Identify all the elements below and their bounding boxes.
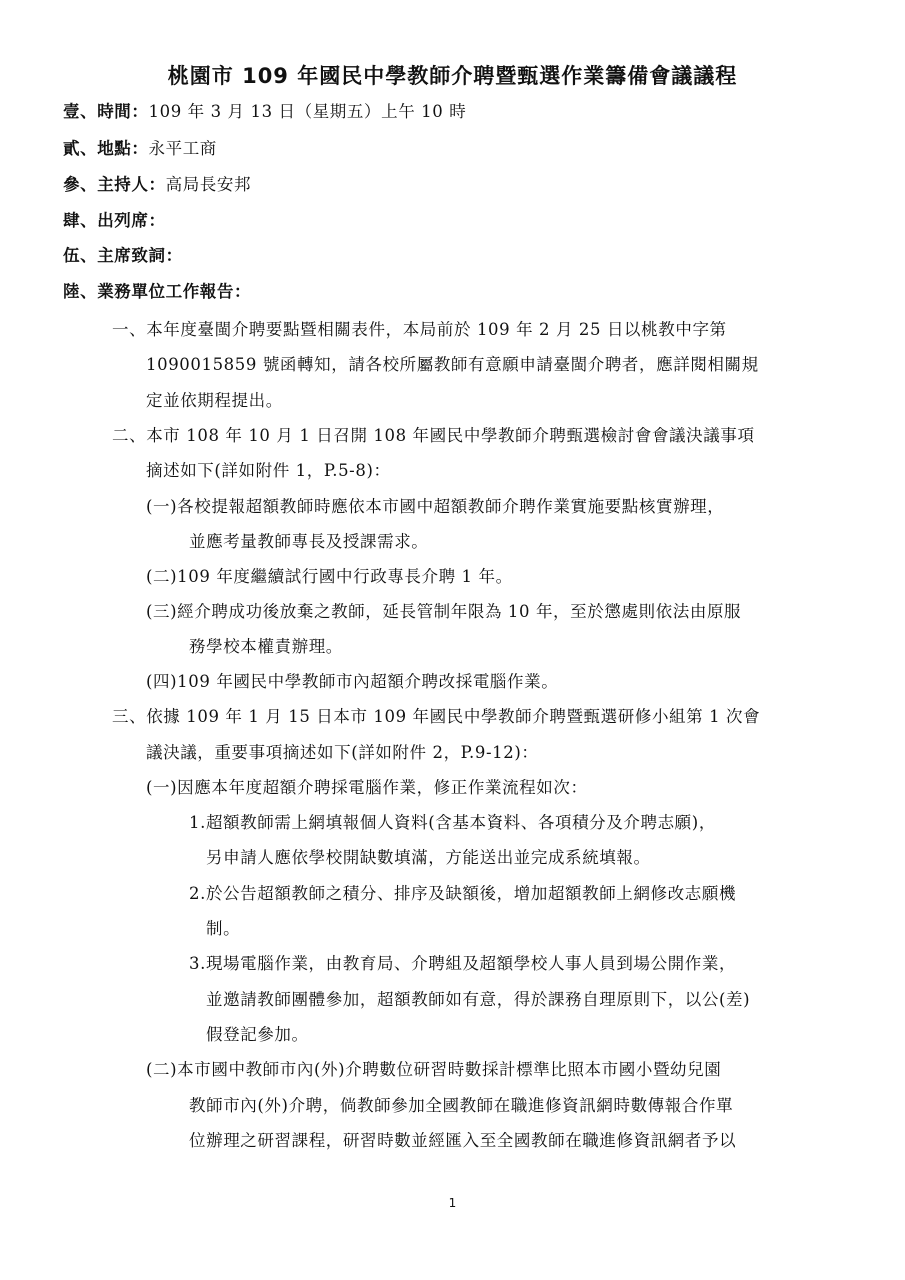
- body-line: 2.於公告超額教師之積分、排序及缺額後，增加超額教師上網修改志願機: [189, 884, 737, 903]
- section-host-value: 高局長安邦: [165, 175, 252, 194]
- body-line: (一)各校提報超額教師時應依本市國中超額教師介聘作業實施要點核實辦理，: [146, 497, 725, 516]
- section-attendees: [63, 207, 166, 231]
- body-line: 一、本年度臺閩介聘要點暨相關表件，本局前於 109 年 2 月 25 日以桃教中字第: [112, 320, 727, 339]
- section-work-report-label: 陸、業務單位工作報告：: [63, 282, 252, 301]
- document-title: 桃園市 109 年國民中學教師介聘暨甄選作業籌備會議議程: [167, 64, 738, 88]
- body-line: 摘述如下(詳如附件 1，P.5-8)：: [146, 461, 391, 480]
- body-line: (三)經介聘成功後放棄之教師，延長管制年限為 10 年，至於懲處則依法由原服: [146, 602, 742, 621]
- body-line: (二)109 年度繼續試行國中行政專長介聘 1 年。: [146, 567, 513, 586]
- body-line: (一)因應本年度超額介聘採電腦作業，修正作業流程如次：: [146, 778, 588, 797]
- section-work-report: [63, 278, 251, 302]
- body-line: 務學校本權責辦理。: [189, 637, 343, 656]
- page-number: 1: [448, 1196, 457, 1210]
- body-line: 二、本市 108 年 10 月 1 日召開 108 年國民中學教師介聘甄選檢討會會議決議事項: [112, 426, 755, 445]
- body-line: 另申請人應依學校開缺數填滿，方能送出並完成系統填報。: [206, 848, 651, 867]
- section-chair-speech-label: 伍、主席致詞：: [63, 246, 183, 265]
- body-line: (四)109 年國民中學教師市內超額介聘改採電腦作業。: [146, 672, 559, 691]
- section-attendees-label: 肆、出列席：: [63, 211, 166, 230]
- body-line: 假登記參加。: [206, 1025, 309, 1044]
- section-location-value: 永平工商: [148, 139, 217, 158]
- body-line: 並應考量教師專長及授課需求。: [189, 532, 429, 551]
- body-line: 並邀請教師團體參加，超額教師如有意，得於課務自理原則下，以公(差): [206, 990, 751, 1009]
- section-location-label: 貳、地點：: [63, 139, 149, 158]
- body-line: 定並依期程提出。: [146, 391, 283, 410]
- body-line: 位辦理之研習課程，研習時數並經匯入至全國教師在職進修資訊網者予以: [189, 1131, 737, 1150]
- section-time: [63, 98, 466, 122]
- section-time-value: 109 年 3 月 13 日（星期五）上午 10 時: [148, 102, 467, 121]
- body-line: (二)本市國中教師市內(外)介聘數位研習時數採計標準比照本市國小暨幼兒園: [146, 1060, 722, 1079]
- body-line: 1090015859 號函轉知，請各校所屬教師有意願申請臺閩介聘者，應詳閱相關規: [146, 355, 759, 374]
- section-time-label: 壹、時間：: [63, 102, 149, 121]
- body-line: 制。: [206, 919, 241, 938]
- section-host: [63, 171, 251, 195]
- body-line: 教師市內(外)介聘，倘教師參加全國教師在職進修資訊網時數傳報合作單: [189, 1096, 734, 1115]
- section-host-label: 參、主持人：: [63, 175, 166, 194]
- section-location: [63, 135, 217, 159]
- body-line: 議決議，重要事項摘述如下(詳如附件 2，P.9-12)：: [146, 743, 539, 762]
- body-line: 1.超額教師需上網填報個人資料(含基本資料、各項積分及介聘志願)，: [189, 813, 716, 832]
- body-line: 三、依據 109 年 1 月 15 日本市 109 年國民中學教師介聘暨甄選研修小組第 1 次會: [112, 707, 761, 726]
- body-line: 3.現場電腦作業，由教育局、介聘組及超額學校人事人員到場公開作業，: [189, 954, 737, 973]
- section-chair-speech: [63, 242, 183, 266]
